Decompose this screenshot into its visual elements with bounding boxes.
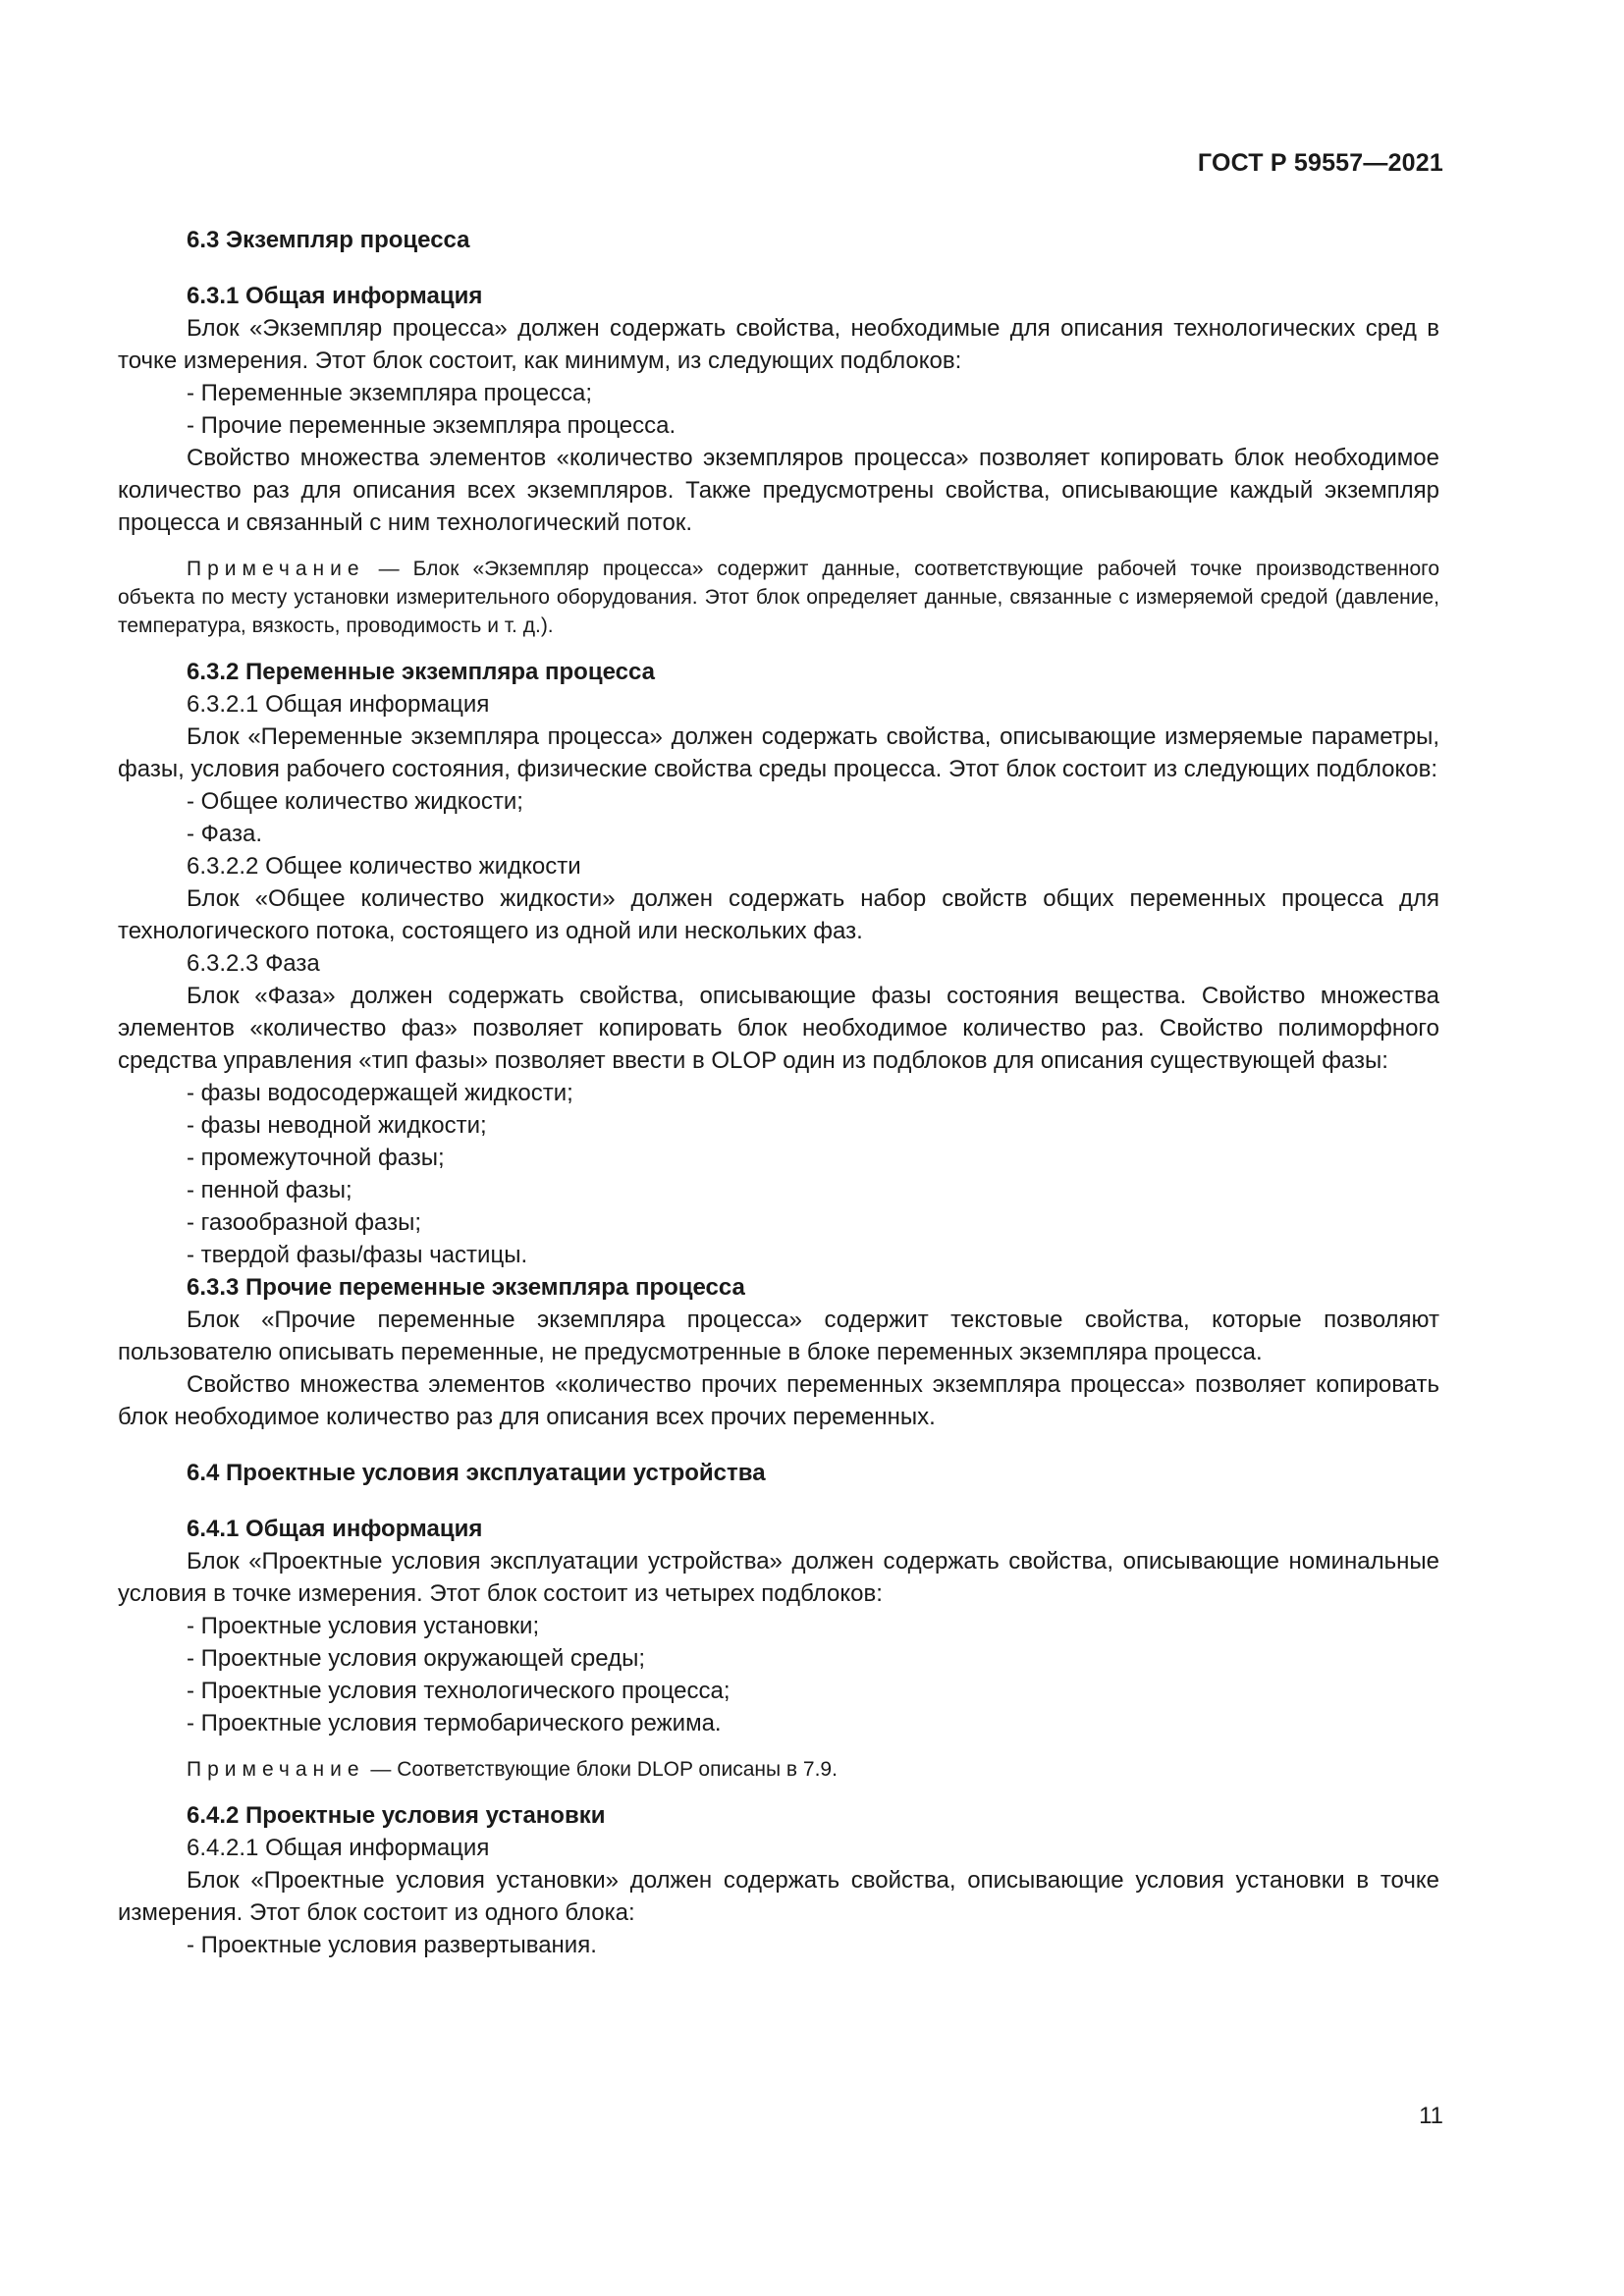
section-heading: 6.3.2 Переменные экземпляра процесса bbox=[187, 659, 655, 685]
body-paragraph: Блок «Экземпляр процесса» должен содержать свойства, необходимые для описания технологических сред в точке измерения. Этот блок состоит, как минимум, из следующих подблоков: bbox=[118, 315, 1439, 374]
section-heading: 6.4.2 Проектные условия установки bbox=[187, 1802, 606, 1829]
body-paragraph: Свойство множества элементов «количество прочих переменных экземпляра процесса» позволяет копировать блок необходимое количество раз для описания всех прочих переменных. bbox=[118, 1371, 1439, 1430]
section-heading: 6.4.1 Общая информация bbox=[187, 1516, 483, 1542]
list-item: - фазы водосодержащей жидкости; bbox=[187, 1080, 573, 1106]
list-item: - пенной фазы; bbox=[187, 1177, 352, 1203]
list-item: - газообразной фазы; bbox=[187, 1209, 421, 1236]
list-item: 6.3.2.3 Фаза bbox=[187, 950, 320, 977]
section-heading: 6.4 Проектные условия эксплуатации устройства bbox=[187, 1460, 766, 1486]
note-text: — Соответствующие блоки DLOP описаны в 7.9. bbox=[364, 1758, 838, 1781]
list-item: - Проектные условия технологического процесса; bbox=[187, 1678, 731, 1704]
note-paragraph bbox=[118, 1755, 1439, 1784]
list-item: - твердой фазы/фазы частицы. bbox=[187, 1242, 528, 1268]
body-paragraph: Блок «Общее количество жидкости» должен содержать набор свойств общих переменных процесса для технологического потока, состоящего из одной или нескольких фаз. bbox=[118, 885, 1439, 944]
page-number: 11 bbox=[1419, 2103, 1443, 2129]
list-item: - Проектные условия развертывания. bbox=[187, 1932, 597, 1958]
document-body bbox=[118, 224, 1439, 1961]
note-label: Примечание bbox=[187, 558, 365, 580]
list-item: - Общее количество жидкости; bbox=[187, 788, 523, 815]
document-number: ГОСТ Р 59557—2021 bbox=[1197, 149, 1443, 177]
body-paragraph: Блок «Проектные условия эксплуатации устройства» должен содержать свойства, описывающие номинальные условия в точке измерения. Этот блок состоит из четырех подблоков: bbox=[118, 1548, 1439, 1607]
list-item: 6.4.2.1 Общая информация bbox=[187, 1835, 490, 1861]
body-paragraph: Блок «Фаза» должен содержать свойства, описывающие фазы состояния вещества. Свойство множества элементов «количество фаз» позволяет копировать блок необходимое количество раз. Свойство полиморфного средства управления «тип фазы» позволяет ввести в OLOP один из подблоков для описания существующей фазы: bbox=[118, 983, 1439, 1074]
note-text: — Блок «Экземпляр процесса» содержит данные, соответствующие рабочей точке производственного объекта по месту установки измерительного оборудования. Этот блок определяет данные, связанные с измеряемой средой (давление, температура, вязкость, проводимость и т. д.). bbox=[118, 558, 1439, 637]
body-paragraph: Блок «Переменные экземпляра процесса» должен содержать свойства, описывающие измеряемые параметры, фазы, условия рабочего состояния, физические свойства среды процесса. Этот блок состоит из следующих подблоков: bbox=[118, 723, 1439, 782]
body-paragraph: Блок «Проектные условия установки» должен содержать свойства, описывающие условия установки в точке измерения. Этот блок состоит из одного блока: bbox=[118, 1867, 1439, 1926]
section-heading: 6.3 Экземпляр процесса bbox=[187, 227, 470, 253]
list-item: 6.3.2.2 Общее количество жидкости bbox=[187, 853, 581, 880]
body-paragraph: Свойство множества элементов «количество экземпляров процесса» позволяет копировать блок необходимое количество раз для описания всех экземпляров. Также предусмотрены свойства, описывающие каждый экземпляр процесса и связанный с ним технологический поток. bbox=[118, 445, 1439, 536]
list-item: - Фаза. bbox=[187, 821, 263, 847]
note-label: Примечание bbox=[187, 1758, 365, 1781]
section-heading: 6.3.1 Общая информация bbox=[187, 283, 483, 309]
list-item: - Проектные условия окружающей среды; bbox=[187, 1645, 645, 1672]
section-heading: 6.3.3 Прочие переменные экземпляра процесса bbox=[187, 1274, 745, 1301]
list-item: 6.3.2.1 Общая информация bbox=[187, 691, 490, 718]
list-item: - Проектные условия установки; bbox=[187, 1613, 540, 1639]
list-item: - Проектные условия термобарического режима. bbox=[187, 1710, 722, 1736]
body-paragraph: Блок «Прочие переменные экземпляра процесса» содержит текстовые свойства, которые позволяют пользователю описывать переменные, не предусмотренные в блоке переменных экземпляра процесса. bbox=[118, 1307, 1439, 1365]
list-item: - Переменные экземпляра процесса; bbox=[187, 380, 593, 406]
list-item: - фазы неводной жидкости; bbox=[187, 1112, 487, 1139]
note-paragraph bbox=[118, 555, 1439, 640]
list-item: - Прочие переменные экземпляра процесса. bbox=[187, 412, 677, 439]
list-item: - промежуточной фазы; bbox=[187, 1145, 445, 1171]
